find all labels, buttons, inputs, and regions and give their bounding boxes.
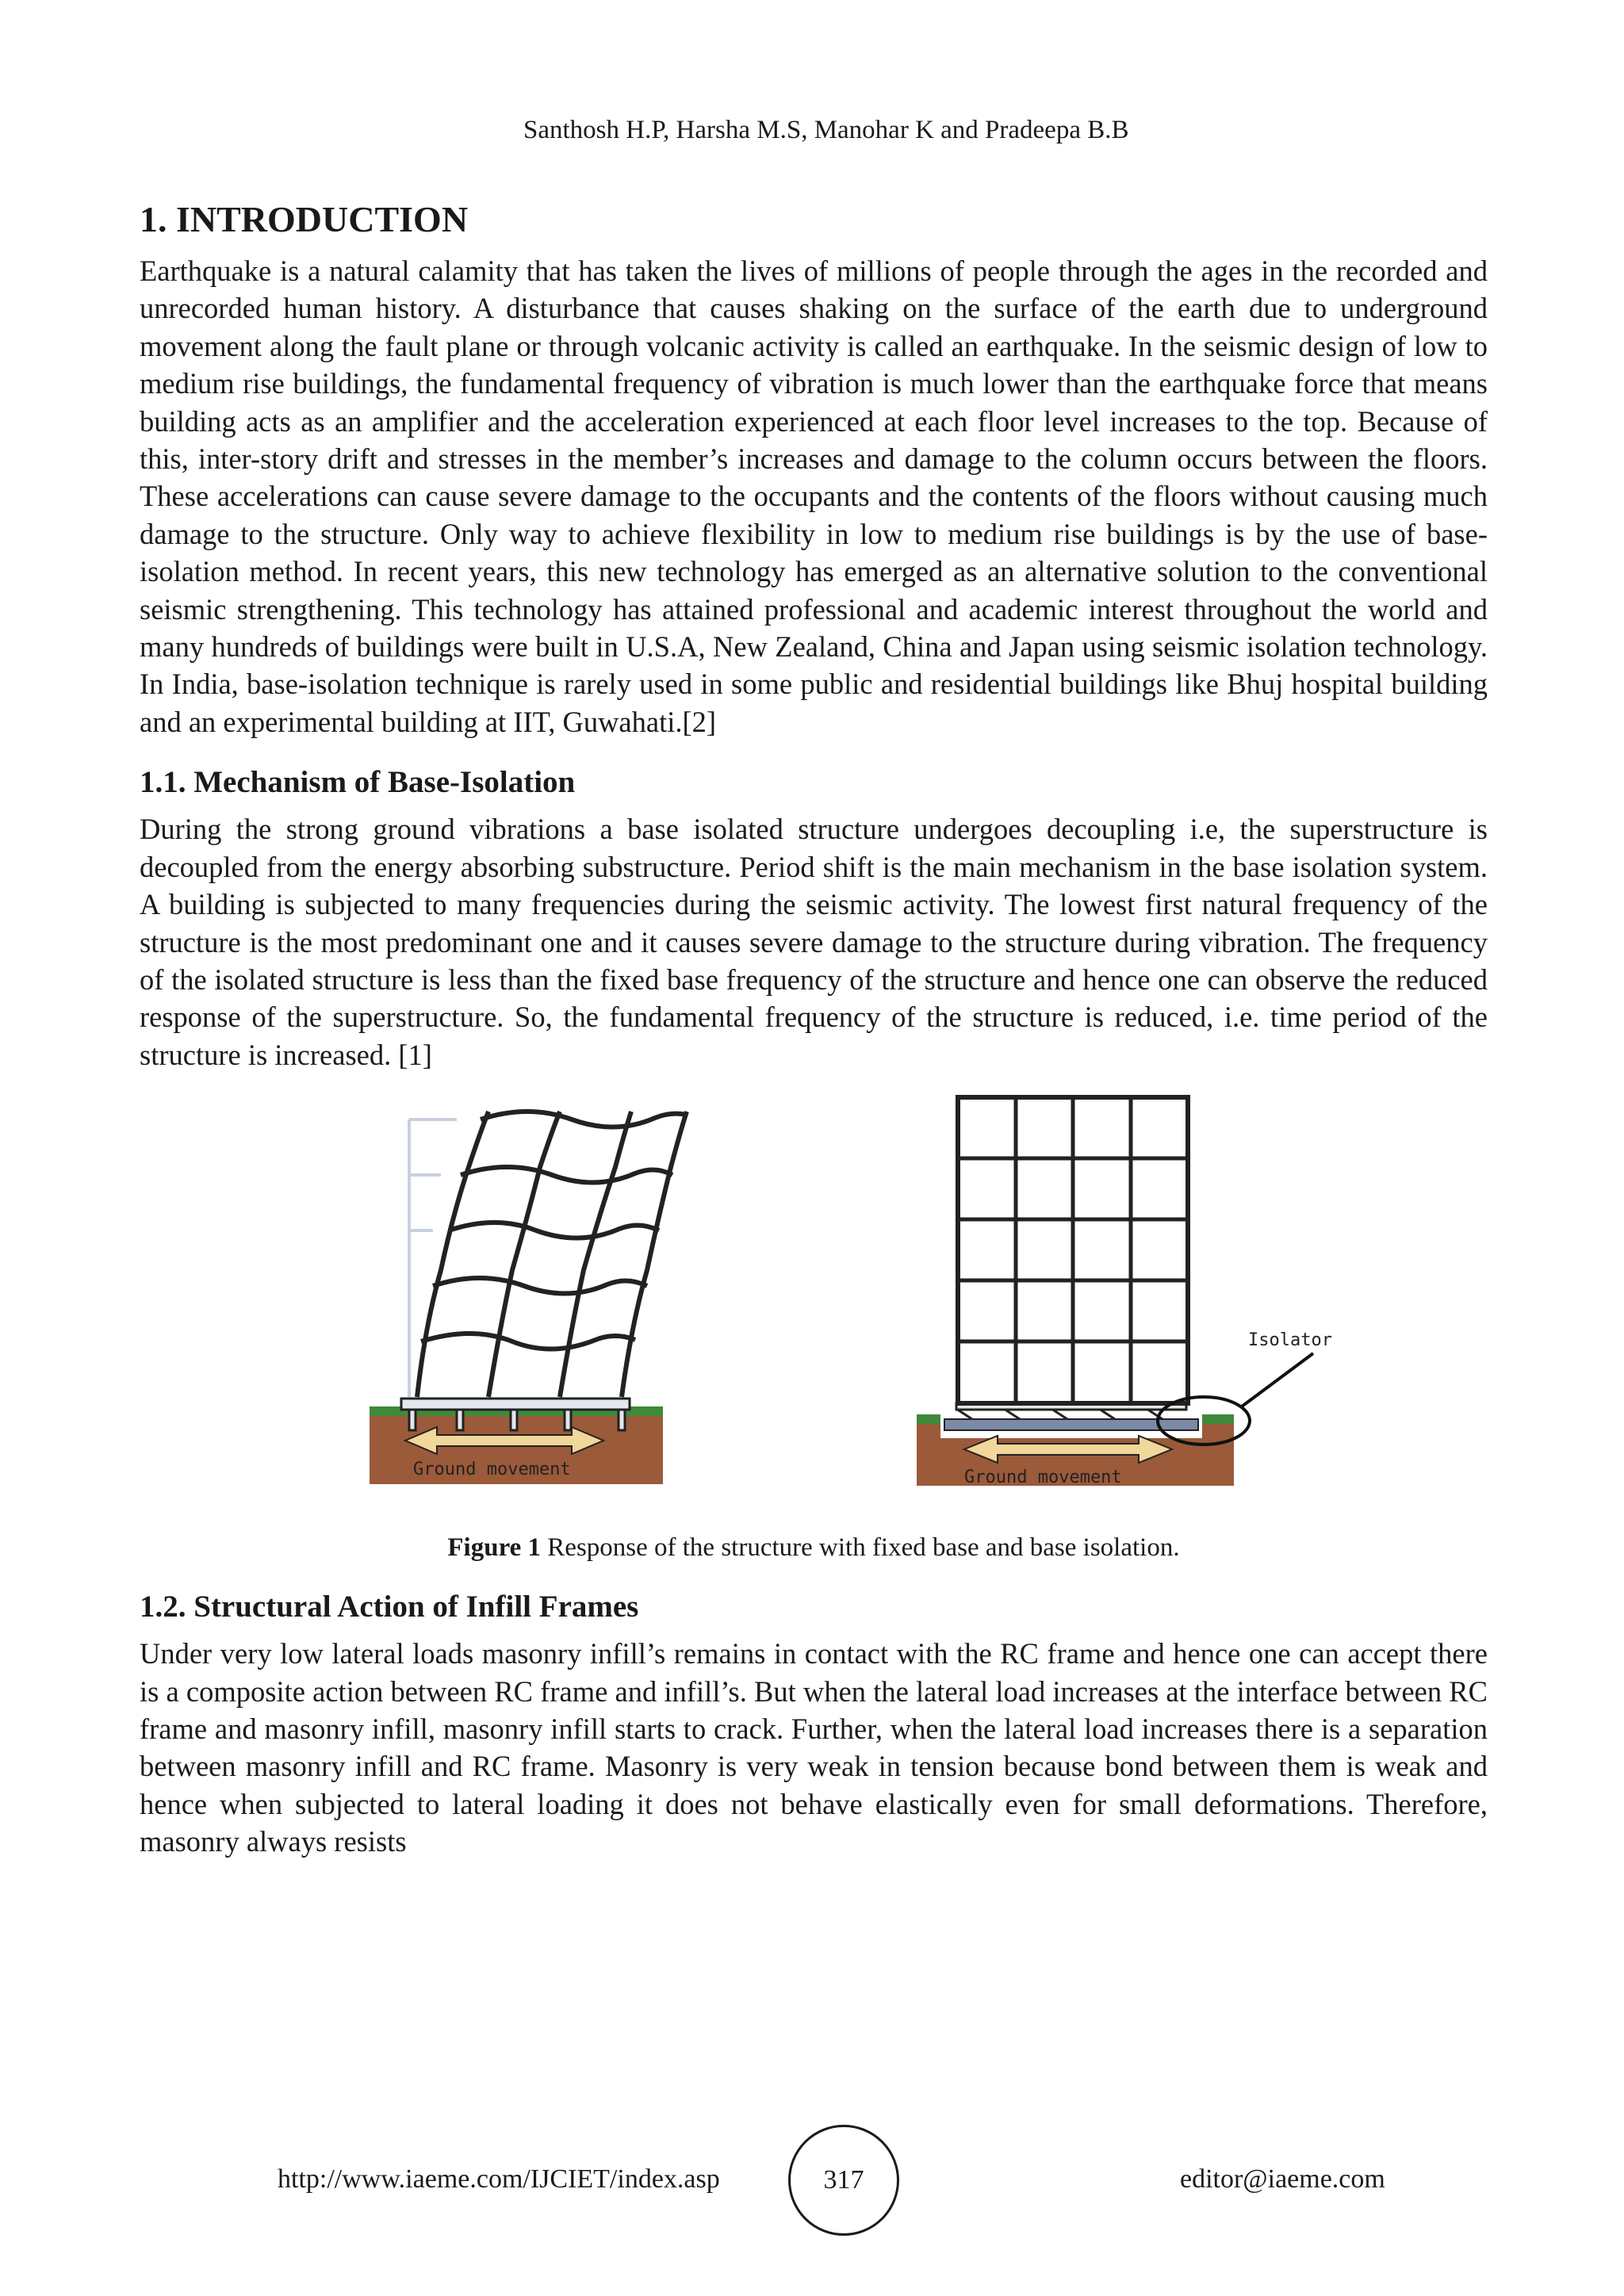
- isolator-label: Isolator: [1248, 1330, 1332, 1351]
- footer-page-number: [788, 2125, 899, 2236]
- ground-movement-label-right: Ground movement: [964, 1468, 1122, 1488]
- running-header-authors: Santhosh H.P, Harsha M.S, Manohar K and Pradeepa B.B: [523, 116, 1129, 144]
- fixed-base-building: [370, 1112, 687, 1484]
- figure-base-isolation: [140, 1088, 1488, 1516]
- footer-url-link[interactable]: http://www.iaeme.com/IJCIET/index.asp: [278, 2164, 720, 2194]
- figure-illustration: [140, 1088, 1488, 1516]
- paragraph-infill-frames: Under very low lateral loads masonry infill’s remains in contact with the RC frame and hence one can accept there is a composite action between RC frame and infill’s. But when the lateral load increases at the interface between RC frame and masonry infill, masonry infill starts to crack. Further, when the lateral load increases there is a separation between masonry infill and RC frame. Masonry is very weak in tension because bond between them is weak and hence when subjected to lateral loading it does not behave elastically even for small deformations. Therefore, masonry always resists: [140, 1637, 1488, 1858]
- main-content: [140, 195, 1488, 1861]
- footer-email-link[interactable]: editor@iaeme.com: [1180, 2164, 1385, 2194]
- ground-movement-label-left: Ground movement: [413, 1460, 571, 1480]
- figure-caption-text: Response of the structure with fixed base and base isolation.: [541, 1533, 1180, 1563]
- section-heading-introduction: 1. INTRODUCTION: [140, 199, 469, 239]
- paragraph-mechanism: During the strong ground vibrations a base isolated structure undergoes decoupling i.e, the superstructure is decoupled from the energy absorbing substructure. Period shift is the main mechanism in the base isolation system. A building is subjected to many frequencies during the seismic activity. The lowest first natural frequency of the structure is the most predominant one and it causes severe damage to the structure during vibration. The frequency of the isolated structure is less than the fixed base frequency of the structure and hence one can observe the reduced response of the superstructure. So, the fundamental frequency of the structure is reduced, i.e. time period of the structure is increased. [1]: [140, 813, 1488, 1071]
- paragraph-introduction: Earthquake is a natural calamity that has taken the lives of millions of people through the ages in the recorded and unrecorded human history. A disturbance that causes shaking on the surface of the earth due to underground movement along the fault plane or through volcanic activity is called an earthquake. In the seismic design of low to medium rise buildings, the fundamental frequency of vibration is much lower than the earthquake force that means building acts as an amplifier and the acceleration experienced at each floor level increases to the top. Because of this, inter-story drift and stresses in the member’s increases and damage to the column occurs between the floors. These accelerations can cause severe damage to the occupants and the contents of the floors without causing much damage to the structure. Only way to achieve flexibility in low to medium rise buildings is by the use of base-isolation method. In recent years, this new technology has emerged as an alternative solution to the conventional seismic strengthening. This technology has attained professional and academic interest throughout the world and many hundreds of buildings were built in U.S.A, New Zealand, China and Japan using seismic isolation technology. In India, base-isolation technique is rarely used in some public and residential buildings like Bhuj hospital building and an experimental building at IIT, Guwahati.[2]: [140, 254, 1488, 738]
- section-heading-infill-frames: 1.2. Structural Action of Infill Frames: [140, 1590, 639, 1624]
- isolated-building: [917, 1097, 1332, 1487]
- page-number-text: 317: [823, 2165, 864, 2195]
- figure-caption: [140, 1530, 1488, 1565]
- figure-caption-label: Figure 1: [447, 1533, 542, 1563]
- section-heading-mechanism: 1.1. Mechanism of Base-Isolation: [140, 765, 576, 800]
